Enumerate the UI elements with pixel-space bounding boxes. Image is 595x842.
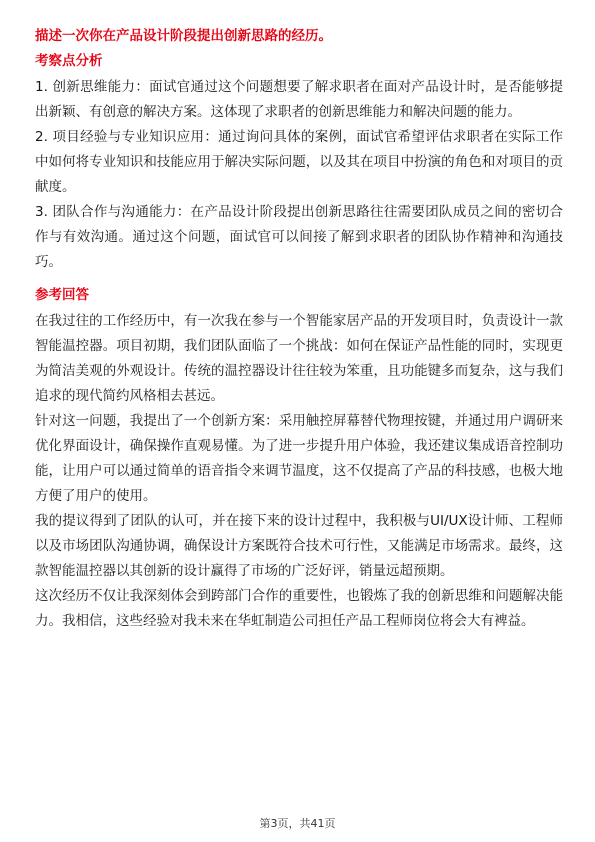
- page-footer: 第3页，共41页: [259, 817, 336, 830]
- answer-paragraph: 针对这一问题，我提出了一个创新方案：采用触控屏幕替代物理按键，并通过用户调研来优化界面设计，确保操作直观易懂。为了进一步提升用户体验，我还建议集成语音控制功能，让用户可以通过简单的语音指令来调节温度，这不仅提高了产品的科技感，也极大地方便了用户的使用。: [35, 413, 563, 504]
- analysis-item: 2. 项目经验与专业知识应用：通过询问具体的案例，面试官希望评估求职者在实际工作中如何将专业知识和技能应用于解决实际问题，以及其在项目中扮演的角色和对项目的贡献度。: [35, 129, 563, 195]
- analysis-item: 3. 团队合作与沟通能力：在产品设计阶段提出创新思路往往需要团队成员之间的密切合作与有效沟通。通过这个问题，面试官可以间接了解到求职者的团队协作精神和沟通技巧。: [35, 204, 563, 270]
- answer-title: 参考回答: [35, 287, 89, 303]
- section-gap: [35, 275, 563, 285]
- answer-paragraph: 在我过往的工作经历中，有一次我在参与一个智能家居产品的开发项目时，负责设计一款智能温控器。项目初期，我们团队面临了一个挑战：如何在保证产品性能的同时，实现更为简洁美观的外观设计。传统的温控器设计往往较为笨重，且功能键多而复杂，这与我们追求的现代简约风格相去甚远。: [35, 313, 563, 404]
- analysis-title: 考察点分析: [35, 53, 103, 69]
- answer-paragraph: 我的提议得到了团队的认可，并在接下来的设计过程中，我积极与UI/UX设计师、工程师以及市场团队沟通协调，确保设计方案既符合技术可行性，又能满足市场需求。最终，这款智能温控器以其创新的设计赢得了市场的广泛好评，销量远超预期。: [35, 513, 563, 579]
- analysis-item: 1. 创新思维能力：面试官通过这个问题想要了解求职者在面对产品设计时，是否能够提出新颖、有创意的解决方案。这体现了求职者的创新思维能力和解决问题的能力。: [35, 79, 563, 120]
- question-heading: 描述一次你在产品设计阶段提出创新思路的经历。: [35, 28, 332, 44]
- page-content: [35, 26, 563, 634]
- answer-paragraph: 这次经历不仅让我深刻体会到跨部门合作的重要性，也锻炼了我的创新思维和问题解决能力。我相信，这些经验对我未来在华虹制造公司担任产品工程师岗位将会大有裨益。: [35, 588, 563, 629]
